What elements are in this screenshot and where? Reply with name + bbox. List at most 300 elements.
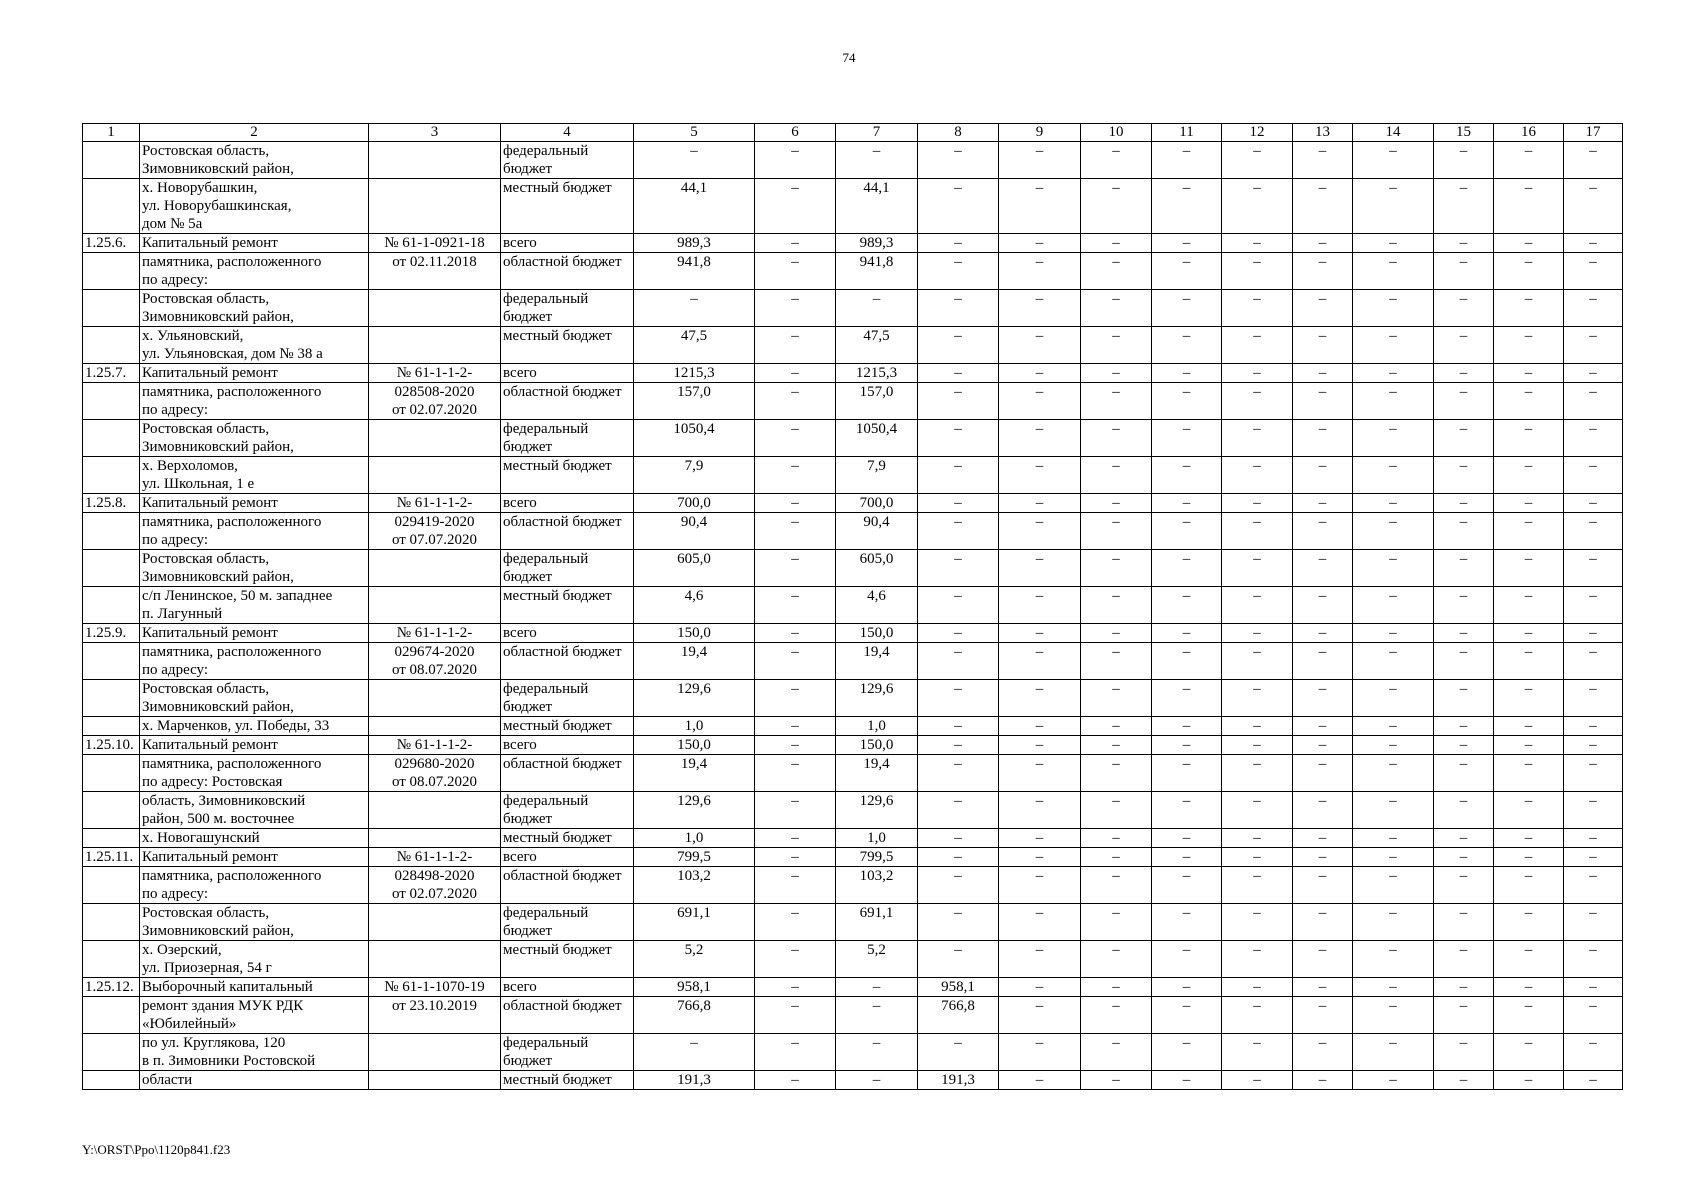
value-cell: 157,0 xyxy=(634,383,755,420)
value-cell: – xyxy=(1494,457,1564,494)
value-cell: 799,5 xyxy=(836,848,918,867)
value-cell: – xyxy=(1494,550,1564,587)
value-cell: – xyxy=(1434,829,1494,848)
value-cell: – xyxy=(755,717,836,736)
value-cell: – xyxy=(755,290,836,327)
value-cell: – xyxy=(1434,457,1494,494)
document-number-cell xyxy=(369,717,501,736)
value-cell: – xyxy=(1494,680,1564,717)
value-cell: – xyxy=(1494,420,1564,457)
value-cell: – xyxy=(1222,142,1293,179)
item-number-cell xyxy=(83,327,140,364)
value-cell: – xyxy=(1222,494,1293,513)
value-cell: – xyxy=(1081,867,1152,904)
object-description-cell: Ростовская область, Зимовниковский район, xyxy=(140,420,369,457)
value-cell: – xyxy=(1222,997,1293,1034)
value-cell: – xyxy=(1564,234,1623,253)
value-cell: 691,1 xyxy=(836,904,918,941)
table-row xyxy=(83,179,1623,234)
value-cell: 103,2 xyxy=(634,867,755,904)
funding-source-cell: федеральный бюджет xyxy=(501,550,634,587)
value-cell: – xyxy=(1494,624,1564,643)
item-number-cell xyxy=(83,792,140,829)
table-row xyxy=(83,717,1623,736)
item-number-cell: 1.25.11. xyxy=(83,848,140,867)
object-description-cell: Капитальный ремонт xyxy=(140,364,369,383)
value-cell: – xyxy=(1152,736,1222,755)
value-cell: – xyxy=(1564,1034,1623,1071)
value-cell: – xyxy=(1222,717,1293,736)
column-header: 13 xyxy=(1293,124,1353,142)
value-cell: – xyxy=(1081,290,1152,327)
item-number-cell xyxy=(83,253,140,290)
item-number-cell: 1.25.12. xyxy=(83,978,140,997)
funding-source-cell: всего xyxy=(501,978,634,997)
value-cell: 47,5 xyxy=(836,327,918,364)
value-cell: 129,6 xyxy=(634,792,755,829)
value-cell: – xyxy=(918,457,999,494)
value-cell: – xyxy=(999,941,1081,978)
value-cell: – xyxy=(1494,755,1564,792)
value-cell: – xyxy=(1222,792,1293,829)
value-cell: – xyxy=(1494,867,1564,904)
table-row xyxy=(83,420,1623,457)
value-cell: – xyxy=(1353,383,1434,420)
value-cell: – xyxy=(1434,978,1494,997)
value-cell: – xyxy=(1353,829,1434,848)
value-cell: – xyxy=(1293,457,1353,494)
value-cell: – xyxy=(1081,234,1152,253)
value-cell: – xyxy=(1564,643,1623,680)
value-cell: 191,3 xyxy=(918,1071,999,1090)
value-cell: – xyxy=(1152,494,1222,513)
value-cell: – xyxy=(1494,1034,1564,1071)
value-cell: – xyxy=(918,383,999,420)
value-cell: – xyxy=(1353,848,1434,867)
item-number-cell xyxy=(83,755,140,792)
item-number-cell xyxy=(83,680,140,717)
value-cell: – xyxy=(755,829,836,848)
value-cell: – xyxy=(1152,457,1222,494)
value-cell: 44,1 xyxy=(634,179,755,234)
value-cell: 4,6 xyxy=(836,587,918,624)
table-row xyxy=(83,792,1623,829)
funding-source-cell: местный бюджет xyxy=(501,941,634,978)
value-cell: – xyxy=(1293,755,1353,792)
value-cell: – xyxy=(1564,550,1623,587)
value-cell: 605,0 xyxy=(836,550,918,587)
table-row xyxy=(83,494,1623,513)
document-number-cell xyxy=(369,327,501,364)
value-cell: – xyxy=(1081,587,1152,624)
value-cell: – xyxy=(1152,327,1222,364)
value-cell: – xyxy=(1564,587,1623,624)
value-cell: 958,1 xyxy=(634,978,755,997)
item-number-cell xyxy=(83,550,140,587)
value-cell: – xyxy=(1434,755,1494,792)
value-cell: – xyxy=(755,755,836,792)
value-cell: 4,6 xyxy=(634,587,755,624)
value-cell: – xyxy=(1434,717,1494,736)
value-cell: – xyxy=(1494,587,1564,624)
value-cell: – xyxy=(755,848,836,867)
value-cell: – xyxy=(1494,364,1564,383)
item-number-cell xyxy=(83,997,140,1034)
document-number-cell: № 61-1-1-2- xyxy=(369,624,501,643)
value-cell: 1,0 xyxy=(836,717,918,736)
value-cell: – xyxy=(1152,179,1222,234)
value-cell: – xyxy=(1434,1034,1494,1071)
value-cell: – xyxy=(1152,513,1222,550)
value-cell: – xyxy=(918,904,999,941)
object-description-cell: область, Зимовниковский район, 500 м. восточнее xyxy=(140,792,369,829)
value-cell: – xyxy=(1494,290,1564,327)
value-cell: – xyxy=(1081,978,1152,997)
value-cell: – xyxy=(1494,717,1564,736)
table-row xyxy=(83,624,1623,643)
value-cell: 700,0 xyxy=(634,494,755,513)
value-cell: – xyxy=(1564,978,1623,997)
value-cell: – xyxy=(1152,717,1222,736)
value-cell: – xyxy=(1353,680,1434,717)
value-cell: – xyxy=(1564,755,1623,792)
value-cell: – xyxy=(1564,1071,1623,1090)
value-cell: 1050,4 xyxy=(634,420,755,457)
value-cell: – xyxy=(1564,829,1623,848)
funding-source-cell: местный бюджет xyxy=(501,717,634,736)
object-description-cell: х. Ульяновский, ул. Ульяновская, дом № 38 а xyxy=(140,327,369,364)
value-cell: – xyxy=(1353,327,1434,364)
value-cell: – xyxy=(1293,643,1353,680)
value-cell: – xyxy=(1494,327,1564,364)
value-cell: – xyxy=(755,383,836,420)
value-cell: – xyxy=(755,364,836,383)
value-cell: – xyxy=(918,680,999,717)
value-cell: – xyxy=(1564,179,1623,234)
value-cell: – xyxy=(1434,997,1494,1034)
item-number-cell xyxy=(83,643,140,680)
value-cell: – xyxy=(1081,736,1152,755)
value-cell: – xyxy=(755,867,836,904)
table-row xyxy=(83,290,1623,327)
value-cell: – xyxy=(1434,904,1494,941)
funding-source-cell: местный бюджет xyxy=(501,587,634,624)
value-cell: – xyxy=(1293,904,1353,941)
value-cell: – xyxy=(755,420,836,457)
value-cell: – xyxy=(1222,587,1293,624)
item-number-cell: 1.25.9. xyxy=(83,624,140,643)
value-cell: – xyxy=(1081,383,1152,420)
object-description-cell: Капитальный ремонт xyxy=(140,736,369,755)
value-cell: 157,0 xyxy=(836,383,918,420)
column-header: 5 xyxy=(634,124,755,142)
value-cell: – xyxy=(1081,513,1152,550)
value-cell: – xyxy=(1564,941,1623,978)
value-cell: – xyxy=(918,290,999,327)
value-cell: – xyxy=(999,253,1081,290)
value-cell: – xyxy=(999,457,1081,494)
value-cell: – xyxy=(1353,253,1434,290)
column-header: 9 xyxy=(999,124,1081,142)
value-cell: 989,3 xyxy=(634,234,755,253)
value-cell: 766,8 xyxy=(918,997,999,1034)
document-number-cell: № 61-1-1-2- xyxy=(369,736,501,755)
column-header: 17 xyxy=(1564,124,1623,142)
value-cell: – xyxy=(755,736,836,755)
column-header: 15 xyxy=(1434,124,1494,142)
value-cell: – xyxy=(1222,643,1293,680)
object-description-cell: Ростовская область, Зимовниковский район, xyxy=(140,290,369,327)
column-header: 6 xyxy=(755,124,836,142)
value-cell: – xyxy=(1434,364,1494,383)
object-description-cell: памятника, расположенного по адресу: xyxy=(140,643,369,680)
object-description-cell: ремонт здания МУК РДК «Юбилейный» xyxy=(140,997,369,1034)
value-cell: – xyxy=(755,978,836,997)
table-row xyxy=(83,643,1623,680)
value-cell: – xyxy=(999,643,1081,680)
value-cell: – xyxy=(755,680,836,717)
value-cell: – xyxy=(1293,364,1353,383)
table-row xyxy=(83,364,1623,383)
value-cell: – xyxy=(1152,1034,1222,1071)
value-cell: – xyxy=(1222,550,1293,587)
table-row xyxy=(83,848,1623,867)
value-cell: – xyxy=(918,736,999,755)
value-cell: – xyxy=(999,867,1081,904)
value-cell: – xyxy=(836,1071,918,1090)
value-cell: – xyxy=(1222,179,1293,234)
value-cell: – xyxy=(755,327,836,364)
funding-source-cell: местный бюджет xyxy=(501,457,634,494)
object-description-cell: Капитальный ремонт xyxy=(140,494,369,513)
value-cell: – xyxy=(755,587,836,624)
object-description-cell: Ростовская область, Зимовниковский район, xyxy=(140,550,369,587)
object-description-cell: Ростовская область, Зимовниковский район, xyxy=(140,142,369,179)
table-row xyxy=(83,755,1623,792)
column-header: 8 xyxy=(918,124,999,142)
value-cell: – xyxy=(1081,327,1152,364)
funding-source-cell: областной бюджет xyxy=(501,755,634,792)
value-cell: – xyxy=(1494,234,1564,253)
value-cell: – xyxy=(999,978,1081,997)
value-cell: – xyxy=(1222,1071,1293,1090)
value-cell: – xyxy=(1152,624,1222,643)
value-cell: – xyxy=(1353,624,1434,643)
value-cell: 90,4 xyxy=(836,513,918,550)
value-cell: – xyxy=(1222,383,1293,420)
value-cell: – xyxy=(1564,327,1623,364)
document-number-cell: № 61-1-1-2- xyxy=(369,848,501,867)
value-cell: – xyxy=(1494,253,1564,290)
value-cell: – xyxy=(999,550,1081,587)
document-number-cell: № 61-1-1-2- xyxy=(369,494,501,513)
item-number-cell xyxy=(83,1071,140,1090)
value-cell: – xyxy=(1152,867,1222,904)
table-row xyxy=(83,457,1623,494)
value-cell: – xyxy=(1293,736,1353,755)
value-cell: – xyxy=(1293,829,1353,848)
item-number-cell: 1.25.8. xyxy=(83,494,140,513)
value-cell: – xyxy=(1222,867,1293,904)
value-cell: – xyxy=(918,867,999,904)
value-cell: – xyxy=(1222,829,1293,848)
value-cell: – xyxy=(918,327,999,364)
value-cell: – xyxy=(1081,643,1152,680)
funding-source-cell: всего xyxy=(501,848,634,867)
value-cell: – xyxy=(999,624,1081,643)
document-number-cell xyxy=(369,142,501,179)
value-cell: – xyxy=(634,290,755,327)
funding-source-cell: всего xyxy=(501,364,634,383)
table-row xyxy=(83,234,1623,253)
value-cell: 1,0 xyxy=(634,717,755,736)
value-cell: – xyxy=(1081,420,1152,457)
value-cell: – xyxy=(999,829,1081,848)
value-cell: – xyxy=(1434,848,1494,867)
funding-source-cell: всего xyxy=(501,234,634,253)
value-cell: – xyxy=(1353,420,1434,457)
value-cell: – xyxy=(1293,1034,1353,1071)
value-cell: – xyxy=(1494,736,1564,755)
value-cell: 90,4 xyxy=(634,513,755,550)
value-cell: – xyxy=(1353,142,1434,179)
value-cell: – xyxy=(1222,253,1293,290)
table-row xyxy=(83,327,1623,364)
value-cell: – xyxy=(1564,513,1623,550)
item-number-cell xyxy=(83,1034,140,1071)
value-cell: – xyxy=(1293,978,1353,997)
value-cell: – xyxy=(1293,513,1353,550)
value-cell: – xyxy=(1353,457,1434,494)
value-cell: – xyxy=(1222,457,1293,494)
value-cell: – xyxy=(1293,383,1353,420)
value-cell: – xyxy=(1494,494,1564,513)
value-cell: 44,1 xyxy=(836,179,918,234)
value-cell: – xyxy=(1353,997,1434,1034)
value-cell: 129,6 xyxy=(836,680,918,717)
item-number-cell xyxy=(83,420,140,457)
value-cell: – xyxy=(999,142,1081,179)
value-cell: – xyxy=(1293,717,1353,736)
document-number-cell: 028498-2020 от 02.07.2020 xyxy=(369,867,501,904)
value-cell: – xyxy=(755,457,836,494)
table-row xyxy=(83,978,1623,997)
value-cell: – xyxy=(1353,364,1434,383)
value-cell: – xyxy=(918,142,999,179)
value-cell: 47,5 xyxy=(634,327,755,364)
table-row xyxy=(83,142,1623,179)
value-cell: – xyxy=(1353,234,1434,253)
value-cell: – xyxy=(1434,941,1494,978)
value-cell: – xyxy=(918,717,999,736)
value-cell: – xyxy=(1434,1071,1494,1090)
table-row xyxy=(83,680,1623,717)
object-description-cell: Ростовская область, Зимовниковский район, xyxy=(140,680,369,717)
value-cell: – xyxy=(1152,587,1222,624)
value-cell: – xyxy=(999,997,1081,1034)
value-cell: 103,2 xyxy=(836,867,918,904)
value-cell: – xyxy=(999,327,1081,364)
value-cell: – xyxy=(918,587,999,624)
value-cell: – xyxy=(1081,142,1152,179)
value-cell: 1215,3 xyxy=(634,364,755,383)
value-cell: 1,0 xyxy=(634,829,755,848)
value-cell: 19,4 xyxy=(634,643,755,680)
value-cell: – xyxy=(1081,1071,1152,1090)
value-cell: – xyxy=(836,1034,918,1071)
object-description-cell: по ул. Круглякова, 120 в п. Зимовники Ростовской xyxy=(140,1034,369,1071)
value-cell: – xyxy=(1152,1071,1222,1090)
object-description-cell: х. Новогашунский xyxy=(140,829,369,848)
document-number-cell xyxy=(369,420,501,457)
value-cell: – xyxy=(1081,848,1152,867)
item-number-cell xyxy=(83,142,140,179)
value-cell: – xyxy=(1434,290,1494,327)
item-number-cell xyxy=(83,457,140,494)
value-cell: 129,6 xyxy=(836,792,918,829)
value-cell: – xyxy=(1081,364,1152,383)
value-cell: – xyxy=(755,142,836,179)
value-cell: 941,8 xyxy=(836,253,918,290)
value-cell: – xyxy=(1353,587,1434,624)
table-row xyxy=(83,587,1623,624)
value-cell: – xyxy=(1293,624,1353,643)
value-cell: – xyxy=(1494,1071,1564,1090)
page-number: 74 xyxy=(842,50,856,65)
value-cell: 700,0 xyxy=(836,494,918,513)
document-number-cell xyxy=(369,680,501,717)
value-cell: – xyxy=(634,1034,755,1071)
value-cell: 150,0 xyxy=(634,624,755,643)
value-cell: – xyxy=(999,290,1081,327)
document-number-cell: 028508-2020 от 02.07.2020 xyxy=(369,383,501,420)
document-number-cell: от 23.10.2019 xyxy=(369,997,501,1034)
value-cell: – xyxy=(1494,848,1564,867)
value-cell: – xyxy=(1152,792,1222,829)
value-cell: – xyxy=(999,420,1081,457)
value-cell: – xyxy=(1081,904,1152,941)
value-cell: – xyxy=(999,1071,1081,1090)
item-number-cell xyxy=(83,587,140,624)
object-description-cell: памятника, расположенного по адресу: Ростовская xyxy=(140,755,369,792)
value-cell: – xyxy=(1293,848,1353,867)
header-row xyxy=(83,124,1623,142)
value-cell: – xyxy=(1564,997,1623,1034)
value-cell: – xyxy=(1353,978,1434,997)
value-cell: – xyxy=(634,142,755,179)
value-cell: – xyxy=(1434,420,1494,457)
value-cell: – xyxy=(1293,234,1353,253)
value-cell: – xyxy=(1434,253,1494,290)
value-cell: – xyxy=(1081,494,1152,513)
value-cell: – xyxy=(1353,494,1434,513)
value-cell: – xyxy=(1152,383,1222,420)
value-cell: – xyxy=(836,290,918,327)
value-cell: – xyxy=(1081,680,1152,717)
value-cell: – xyxy=(1434,792,1494,829)
value-cell: – xyxy=(1353,717,1434,736)
value-cell: – xyxy=(999,792,1081,829)
object-description-cell: памятника, расположенного по адресу: xyxy=(140,867,369,904)
value-cell: – xyxy=(1564,420,1623,457)
table-row xyxy=(83,736,1623,755)
value-cell: – xyxy=(1081,755,1152,792)
value-cell: – xyxy=(1353,1034,1434,1071)
object-description-cell: памятника, расположенного по адресу: xyxy=(140,383,369,420)
value-cell: – xyxy=(755,513,836,550)
value-cell: – xyxy=(1222,736,1293,755)
value-cell: – xyxy=(1564,848,1623,867)
